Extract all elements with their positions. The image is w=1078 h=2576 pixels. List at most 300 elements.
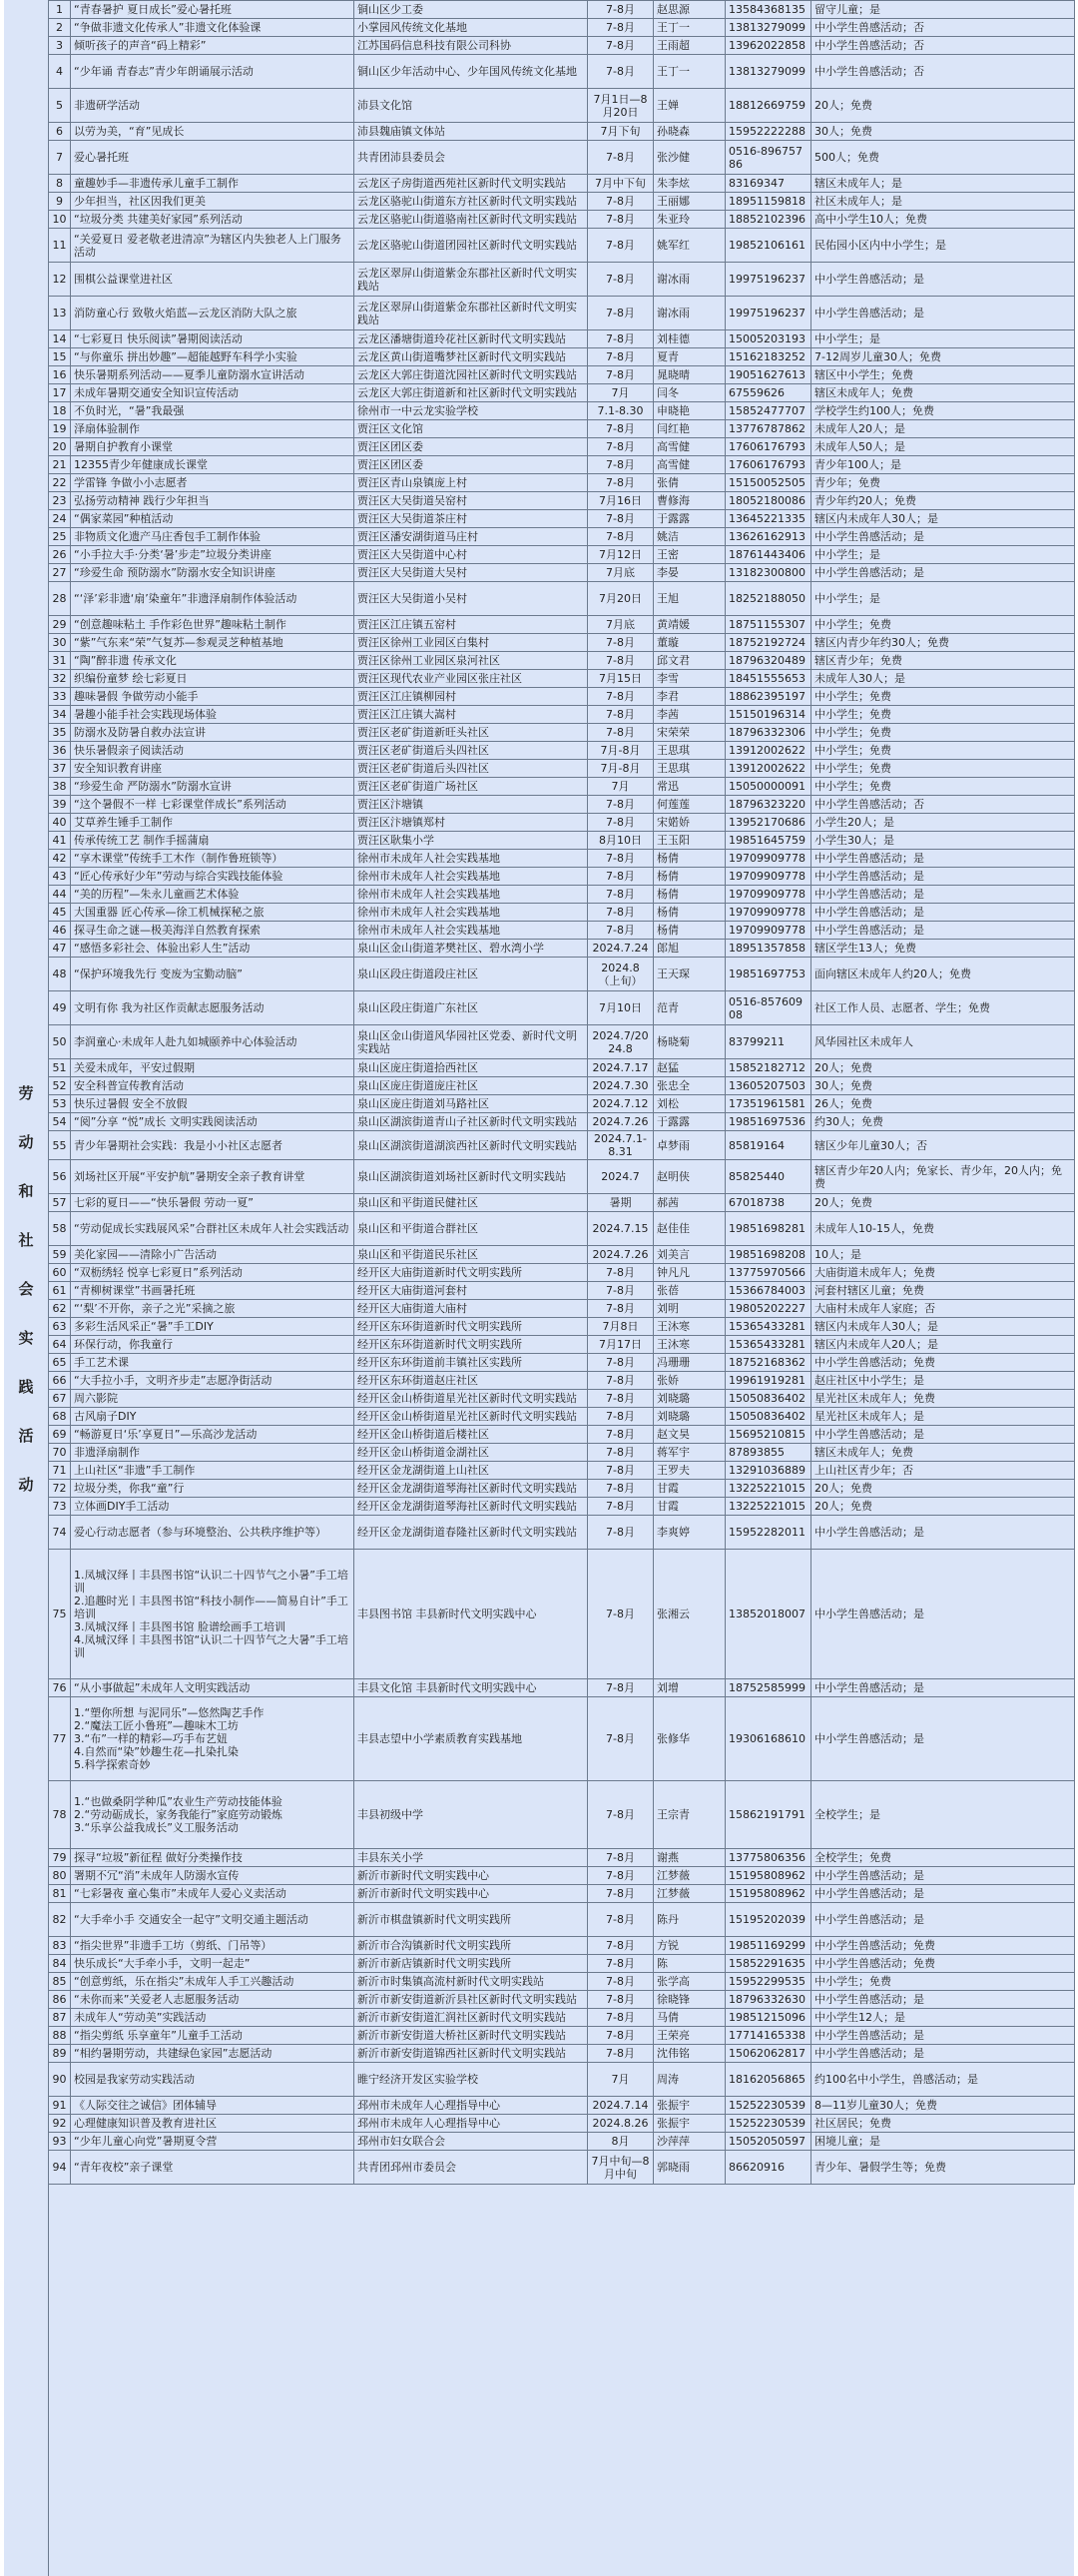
table-row [49,1246,1075,1264]
seq-cell: 57 [49,1194,71,1212]
table-row [49,706,1075,724]
target-cell: 留守儿童；是 [811,1,1075,19]
phone-cell: 13291036889 [726,1462,811,1480]
contact-cell: 刘增 [654,1679,726,1697]
time-cell: 7-8月 [588,19,654,37]
table-row [49,904,1075,922]
table-row [49,229,1075,263]
organizer-cell: 经开区金龙湖街道琴海社区新时代文明实践站 [354,1480,588,1498]
activity-name-cell: 美化家园——清除小广告活动 [71,1246,354,1264]
organizer-cell: 贾汪区现代农业产业园区张庄社区 [354,670,588,688]
contact-cell: 刘晓璐 [654,1408,726,1426]
time-cell: 2024.7.14 [588,2097,654,2115]
table-row [49,634,1075,652]
activity-name-cell: 围棋公益课堂进社区 [71,263,354,297]
organizer-cell: 云龙区翠屏山街道紫金东郡社区新时代文明实践站 [354,263,588,297]
seq-cell: 51 [49,1059,71,1077]
target-cell: 辖区内未成年人20人；是 [811,1336,1075,1354]
table-row [49,958,1075,991]
target-cell: 社区工作人员、志愿者、学生；免费 [811,991,1075,1025]
phone-cell: 15365433281 [726,1336,811,1354]
contact-cell: 高雪健 [654,438,726,456]
target-cell: 未成年人30人；是 [811,670,1075,688]
organizer-cell: 新沂市新安街道大桥社区新时代文明实践站 [354,2027,588,2045]
contact-cell: 闫冬 [654,384,726,402]
organizer-cell: 贾汪区大吴街道茶庄村 [354,510,588,528]
activity-name-cell: 周六影院 [71,1390,354,1408]
seq-cell: 81 [49,1885,71,1903]
organizer-cell: 贾汪区团区委 [354,456,588,474]
activity-name-cell: 爱心行动志愿者（参与环境整治、公共秩序维护等） [71,1516,354,1550]
activity-name-cell: “偶家菜园”种植活动 [71,510,354,528]
contact-cell: 陈 [654,1955,726,1973]
target-cell: 30人；免费 [811,1077,1075,1095]
target-cell: 中小学生兽感活动；是 [811,1885,1075,1903]
table-row [49,1498,1075,1516]
target-cell: 中小学生兽感活动；是 [811,2027,1075,2045]
seq-cell: 65 [49,1354,71,1372]
phone-cell: 17714165338 [726,2027,811,2045]
time-cell: 7-8月 [588,1516,654,1550]
time-cell: 7月底 [588,564,654,582]
phone-cell: 18951159818 [726,193,811,211]
phone-cell: 15952299535 [726,1973,811,1991]
contact-cell: 闫红艳 [654,420,726,438]
contact-cell: 李晏 [654,564,726,582]
seq-cell: 93 [49,2133,71,2151]
target-cell: 30人；免费 [811,123,1075,141]
seq-cell: 25 [49,528,71,546]
seq-cell: 42 [49,850,71,868]
target-cell: 中小学生兽感活动；是 [811,1550,1075,1679]
contact-cell: 邱文君 [654,652,726,670]
target-cell: 中小学生兽感活动；是 [811,1903,1075,1937]
category-char: 劳 [18,1083,34,1102]
activity-name-cell: 快乐暑期系列活动——夏季儿童防溺水宣讲活动 [71,366,354,384]
contact-cell: 李雪 [654,670,726,688]
organizer-cell: 徐州市一中云龙实验学校 [354,402,588,420]
phone-cell: 17351961581 [726,1095,811,1113]
seq-cell: 27 [49,564,71,582]
table-row [49,1282,1075,1300]
target-cell: 20人；免费 [811,89,1075,123]
phone-cell: 19306168610 [726,1697,811,1781]
phone-cell: 15952282011 [726,1516,811,1550]
contact-cell: 常迅 [654,778,726,796]
contact-cell: 杨倩 [654,904,726,922]
seq-cell: 75 [49,1550,71,1679]
table-row [49,1095,1075,1113]
target-cell: 10人；是 [811,1246,1075,1264]
phone-cell: 19709909778 [726,886,811,904]
activity-name-cell: 快乐过暑假 安全不放假 [71,1095,354,1113]
time-cell: 7-8月 [588,211,654,229]
phone-cell: 15150196314 [726,706,811,724]
contact-cell: 王雨超 [654,37,726,55]
organizer-cell: 泉山区庞庄街道拾西社区 [354,1059,588,1077]
activity-name-cell: “未你而来”关爱老人志愿服务活动 [71,1991,354,2009]
time-cell: 7月15日 [588,670,654,688]
seq-cell: 69 [49,1426,71,1444]
phone-cell: 19961919281 [726,1372,811,1390]
organizer-cell: 贾汪区徐州工业园区泉河社区 [354,652,588,670]
table-row [49,1194,1075,1212]
contact-cell: 张湘云 [654,1550,726,1679]
time-cell: 7月8日 [588,1318,654,1336]
time-cell: 7-8月 [588,1697,654,1781]
activity-name-cell: 心理健康知识普及教育进社区 [71,2115,354,2133]
table-row [49,1264,1075,1282]
table-row [49,2063,1075,2097]
table-row [49,1867,1075,1885]
seq-cell: 43 [49,868,71,886]
seq-cell: 35 [49,724,71,742]
activity-name-cell: “‘泽’彩非遗‘扇’染童年”非遗泽扇制作体验活动 [71,582,354,616]
time-cell: 7月中下旬 [588,175,654,193]
time-cell: 7-8月 [588,366,654,384]
target-cell: 中小学生兽感活动；是 [811,1679,1075,1697]
phone-cell: 15005203193 [726,330,811,348]
seq-cell: 36 [49,742,71,760]
phone-cell: 18862395197 [726,688,811,706]
seq-cell: 34 [49,706,71,724]
activity-name-cell: “七彩暑夜 童心集市”未成年人爱心义卖活动 [71,1885,354,1903]
activity-name-cell: “争做非遗文化传承人”非遗文化体验课 [71,19,354,37]
table-row [49,2009,1075,2027]
phone-cell: 18752585999 [726,1679,811,1697]
organizer-cell: 贾汪区文化馆 [354,420,588,438]
phone-cell: 19851698208 [726,1246,811,1264]
contact-cell: 朱亚玲 [654,211,726,229]
time-cell: 7.1-8.30 [588,402,654,420]
activity-name-cell: 泽扇体验制作 [71,420,354,438]
time-cell: 7-8月 [588,1679,654,1697]
seq-cell: 62 [49,1300,71,1318]
organizer-cell: 泉山区金山街道风华园社区党委、新时代文明实践站 [354,1025,588,1059]
contact-cell: 张振宇 [654,2097,726,2115]
phone-cell: 19851698281 [726,1212,811,1246]
organizer-cell: 贾汪区江庄镇五窑村 [354,616,588,634]
seq-cell: 74 [49,1516,71,1550]
time-cell: 7-8月 [588,420,654,438]
activity-name-cell: 多彩生活风采正“暑”手工DIY [71,1318,354,1336]
table-row [49,724,1075,742]
phone-cell: 13626162913 [726,528,811,546]
phone-cell: 18796332306 [726,724,811,742]
contact-cell: 冯珊珊 [654,1354,726,1372]
table-row [49,1973,1075,1991]
activity-name-cell: “垃圾分类 共建美好家园”系列活动 [71,211,354,229]
time-cell: 7-8月 [588,1849,654,1867]
table-row [49,141,1075,175]
organizer-cell: 贾汪区大吴街道吴窑村 [354,492,588,510]
activity-name-cell: 1.“塑你所想 与泥同乐”—悠然陶艺手作 2.“魔法工匠小鲁班”—趣味木工坊 3.“布”一样的精彩—巧手布艺妞 4.自然而“染”妙趣生花—扎染扎染 5.科学探索奇妙 [71,1697,354,1781]
time-cell: 7-8月 [588,1444,654,1462]
seq-cell: 14 [49,330,71,348]
table-row [49,1426,1075,1444]
organizer-cell: 泉山区段庄街道广东社区 [354,991,588,1025]
activity-name-cell: 校园是我家劳动实践活动 [71,2063,354,2097]
time-cell: 7-8月 [588,1550,654,1679]
seq-cell: 80 [49,1867,71,1885]
seq-cell: 5 [49,89,71,123]
phone-cell: 19709909778 [726,850,811,868]
organizer-cell: 邳州市未成年人心理指导中心 [354,2115,588,2133]
phone-cell: 19851169299 [726,1937,811,1955]
organizer-cell: 新沂市棋盘镇新时代文明实践所 [354,1903,588,1937]
seq-cell: 49 [49,991,71,1025]
phone-cell: 15195808962 [726,1867,811,1885]
target-cell: 青少年约20人；免费 [811,492,1075,510]
table-row [49,1025,1075,1059]
time-cell: 7-8月 [588,724,654,742]
seq-cell: 61 [49,1282,71,1300]
table-row [49,814,1075,832]
activity-name-cell: “紫”气东来“荣”气复苏—参观灵芝种植基地 [71,634,354,652]
phone-cell: 13775806356 [726,1849,811,1867]
organizer-cell: 丰县文化馆 丰县新时代文明实践中心 [354,1679,588,1697]
activity-name-cell: 安全科普宣传教育活动 [71,1077,354,1095]
target-cell: 全校学生；免费 [811,1849,1075,1867]
contact-cell: 夏青 [654,348,726,366]
target-cell: 社区居民；免费 [811,2115,1075,2133]
contact-cell: 张沙健 [654,141,726,175]
time-cell: 7-8月 [588,1372,654,1390]
seq-cell: 59 [49,1246,71,1264]
seq-cell: 46 [49,922,71,940]
activity-name-cell: 少年担当，社区因我们更美 [71,193,354,211]
target-cell: 中小学生；免费 [811,706,1075,724]
time-cell: 7-8月 [588,1462,654,1480]
organizer-cell: 新沂市新店镇新时代文明实践所 [354,1955,588,1973]
table-row [49,37,1075,55]
organizer-cell: 徐州市未成年人社会实践基地 [354,886,588,904]
seq-cell: 9 [49,193,71,211]
table-row [49,420,1075,438]
contact-cell: 李茜 [654,706,726,724]
phone-cell: 13605207503 [726,1077,811,1095]
target-cell: 中小学生；是 [811,330,1075,348]
target-cell: 中小学生；是 [811,546,1075,564]
time-cell: 7-8月 [588,1408,654,1426]
seq-cell: 73 [49,1498,71,1516]
seq-cell: 68 [49,1408,71,1426]
table-row [49,1,1075,19]
contact-cell: 王丽娜 [654,193,726,211]
activity-name-cell: 大国重器 匠心传承—徐工机械探秘之旅 [71,904,354,922]
target-cell: 赵庄社区中小学生；是 [811,1372,1075,1390]
phone-cell: 15366784003 [726,1282,811,1300]
seq-cell: 52 [49,1077,71,1095]
phone-cell: 13813279099 [726,55,811,89]
time-cell: 7-8月 [588,1282,654,1300]
target-cell: 青少年；免费 [811,474,1075,492]
contact-cell: 郎旭 [654,940,726,958]
organizer-cell: 丰县东关小学 [354,1849,588,1867]
phone-cell: 15695210815 [726,1426,811,1444]
activity-name-cell: “‘梨’不开你，亲子之光”采摘之旅 [71,1300,354,1318]
target-cell: 上山社区青少年；否 [811,1462,1075,1480]
contact-cell: 张蓓 [654,1282,726,1300]
target-cell: 500人；免费 [811,141,1075,175]
time-cell: 7月 [588,778,654,796]
organizer-cell: 经开区金龙湖街道琴海社区新时代文明实践站 [354,1498,588,1516]
time-cell: 7-8月 [588,438,654,456]
organizer-cell: 江苏国码信息科技有限公司科协 [354,37,588,55]
target-cell: 中小学生；免费 [811,742,1075,760]
phone-cell: 13225221015 [726,1480,811,1498]
target-cell: 中小学生；免费 [811,724,1075,742]
time-cell: 7月17日 [588,1336,654,1354]
organizer-cell: 丰县志望中小学素质教育实践基地 [354,1697,588,1781]
organizer-cell: 泉山区湖滨街道湖滨西社区新时代文明实践站 [354,1131,588,1160]
table-row [49,1679,1075,1697]
time-cell: 7月底 [588,616,654,634]
table-row [49,211,1075,229]
target-cell: 辖区未成年人；免费 [811,384,1075,402]
time-cell: 8月 [588,2133,654,2151]
contact-cell: 曹修海 [654,492,726,510]
activity-name-cell: “畅游夏日‘乐’享夏日”—乐高沙龙活动 [71,1426,354,1444]
organizer-cell: 云龙区黄山街道嘴梦社区新时代文明实践站 [354,348,588,366]
organizer-cell: 经开区东环街道前丰镇社区实践所 [354,1354,588,1372]
activity-name-cell: 古风扇子DIY [71,1408,354,1426]
activity-name-cell: 非遗研学活动 [71,89,354,123]
contact-cell: 何莲莲 [654,796,726,814]
organizer-cell: 贾汪区江庄镇大嵩村 [354,706,588,724]
activity-name-cell: 爱心暑托班 [71,141,354,175]
target-cell: 青少年、暑假学生等；免费 [811,2151,1075,2185]
phone-cell: 15195808962 [726,1885,811,1903]
table-row [49,564,1075,582]
seq-cell: 26 [49,546,71,564]
target-cell: 大庙村未成年人家庭；否 [811,1300,1075,1318]
activity-name-cell: 李润童心·未成年人赴九如城颐养中心体验活动 [71,1025,354,1059]
table-row [49,2027,1075,2045]
time-cell: 7-8月 [588,2027,654,2045]
organizer-cell: 新沂市新安街道汇润社区新时代文明实践站 [354,2009,588,2027]
contact-cell: 张忠全 [654,1077,726,1095]
contact-cell: 董璇 [654,634,726,652]
contact-cell: 王罗夫 [654,1462,726,1480]
phone-cell: 18162056865 [726,2063,811,2097]
target-cell: 中小学生兽感活动；是 [811,2045,1075,2063]
seq-cell: 33 [49,688,71,706]
contact-cell: 姚洁 [654,528,726,546]
target-cell: 中小学生兽感活动；是 [811,528,1075,546]
phone-cell: 13912002622 [726,742,811,760]
time-cell: 7-8月 [588,850,654,868]
time-cell: 7-8月 [588,229,654,263]
table-row [49,832,1075,850]
phone-cell: 19709909778 [726,904,811,922]
activity-name-cell: “指尖剪纸 乐享童年”儿童手工活动 [71,2027,354,2045]
time-cell: 7月10日 [588,991,654,1025]
target-cell: 小学生30人；是 [811,832,1075,850]
contact-cell: 甘霞 [654,1480,726,1498]
phone-cell: 0516-89675786 [726,141,811,175]
organizer-cell: 云龙区大郭庄街道沈园社区新时代文明实践站 [354,366,588,384]
activity-name-cell: “相约暑期劳动，共建绿色家园”志愿活动 [71,2045,354,2063]
phone-cell: 18751155307 [726,616,811,634]
target-cell: 学校学生约100人；免费 [811,402,1075,420]
seq-cell: 17 [49,384,71,402]
phone-cell: 13852018007 [726,1550,811,1679]
time-cell: 7月-8月 [588,760,654,778]
table-row [49,991,1075,1025]
activity-name-cell: 环保行动，你我童行 [71,1336,354,1354]
activity-name-cell: 12355青少年健康成长课堂 [71,456,354,474]
organizer-cell: 徐州市未成年人社会实践基地 [354,904,588,922]
seq-cell: 7 [49,141,71,175]
time-cell: 7月20日 [588,582,654,616]
time-cell: 2024.7 [588,1160,654,1194]
contact-cell: 沙萍萍 [654,2133,726,2151]
time-cell: 2024.7/2024.8 [588,1025,654,1059]
contact-cell: 高雪健 [654,456,726,474]
organizer-cell: 泉山区段庄街道段庄社区 [354,958,588,991]
activity-name-cell: “七彩夏日 快乐阅读”暑期阅读活动 [71,330,354,348]
table-row [49,297,1075,330]
activity-name-cell: 未成年暑期交通安全知识宣传活动 [71,384,354,402]
contact-cell: 王密 [654,546,726,564]
phone-cell: 15052050597 [726,2133,811,2151]
table-row [49,1077,1075,1095]
organizer-cell: 云龙区翠屏山街道紫金东郡社区新时代文明实践站 [354,297,588,330]
organizer-cell: 经开区大庙街道大庙村 [354,1300,588,1318]
target-cell: 大庙街道未成年人；免费 [811,1264,1075,1282]
target-cell: 中小学生兽感活动；是 [811,1516,1075,1550]
activity-name-cell: “青柳树课堂”书画暑托班 [71,1282,354,1300]
seq-cell: 40 [49,814,71,832]
target-cell: 中小学生兽感活动；是 [811,904,1075,922]
activity-name-cell: 青少年暑期社会实践：我是小小社区志愿者 [71,1131,354,1160]
activity-name-cell: 探寻“垃圾”新征程 做好分类操作技 [71,1849,354,1867]
time-cell: 7-8月 [588,1300,654,1318]
table-row [49,796,1075,814]
activity-name-cell: 立体画DIY手工活动 [71,1498,354,1516]
phone-cell: 17606176793 [726,438,811,456]
time-cell: 2024.7.26 [588,1246,654,1264]
target-cell: 未成年人50人；是 [811,438,1075,456]
activity-name-cell: “大手拉小手，文明齐步走”志愿净街活动 [71,1372,354,1390]
time-cell: 2024.7.15 [588,1212,654,1246]
phone-cell: 19051627613 [726,366,811,384]
time-cell: 7-8月 [588,1885,654,1903]
contact-cell: 李君 [654,688,726,706]
seq-cell: 20 [49,438,71,456]
activity-name-cell: “青春暑护 夏日成长”爱心暑托班 [71,1,354,19]
contact-cell: 方锐 [654,1937,726,1955]
table-row [49,850,1075,868]
seq-cell: 66 [49,1372,71,1390]
organizer-cell: 新沂市合沟镇新时代文明实践所 [354,1937,588,1955]
seq-cell: 88 [49,2027,71,2045]
activity-name-cell: 学雷锋 争做小小志愿者 [71,474,354,492]
time-cell: 7-8月 [588,193,654,211]
time-cell: 7-8月 [588,1781,654,1849]
category-char: 会 [18,1279,34,1298]
organizer-cell: 徐州市未成年人社会实践基地 [354,922,588,940]
activity-name-cell: 手工艺术课 [71,1354,354,1372]
phone-cell: 18752168362 [726,1354,811,1372]
table-row [49,19,1075,37]
organizer-cell: 徐州市未成年人社会实践基地 [354,868,588,886]
contact-cell: 刘美言 [654,1246,726,1264]
seq-cell: 22 [49,474,71,492]
seq-cell: 45 [49,904,71,922]
time-cell: 7-8月 [588,688,654,706]
